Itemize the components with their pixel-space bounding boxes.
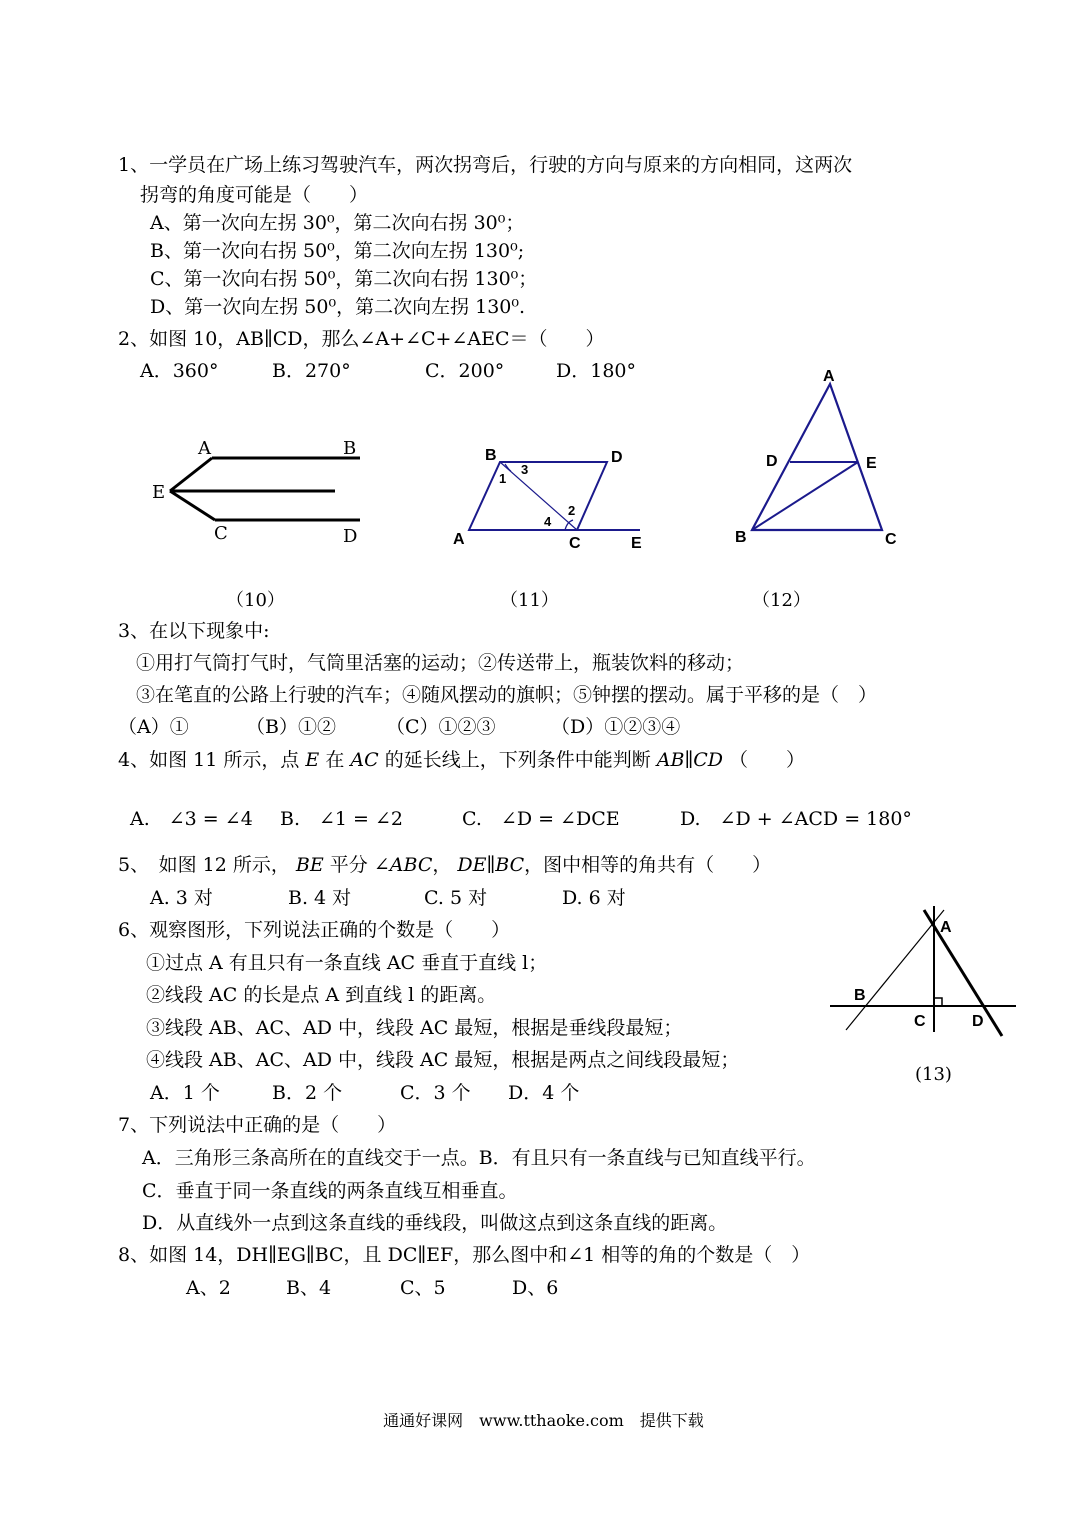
q1-stem-line2: 拐弯的角度可能是（ ）: [140, 184, 369, 206]
q4-stem-mid1: 在: [325, 749, 345, 771]
q1-option-d: D、第一次向左拐 50⁰，第二次向左拐 130⁰.: [150, 296, 526, 318]
q8-stem: 8、如图 14，DH∥EG∥BC，且 DC∥EF，那么图中和∠1 相等的角的个数是（ ）: [118, 1244, 811, 1266]
q2-option-c: C．200°: [425, 360, 505, 382]
q5-option-a: A. 3 对: [150, 887, 213, 909]
q5-stem-pre: 5、 如图 12 所示，: [118, 854, 290, 876]
q5-stem-mid1: 平分: [329, 854, 368, 876]
fig10-label-d: D: [343, 526, 358, 547]
fig12-label-e: E: [866, 455, 877, 472]
q8-option-b: B、4: [286, 1277, 332, 1299]
q5-stem-tail: ，图中相等的角共有（ ）: [524, 854, 772, 876]
q7-line2: C．垂直于同一条直线的两条直线互相垂直。: [142, 1180, 518, 1202]
q3-option-a: （A）①: [118, 716, 189, 738]
q4-option-d: D. ∠D + ∠ACD = 180°: [680, 808, 912, 830]
fig10-label-e: E: [152, 482, 166, 503]
q1-option-a: A、第一次向左拐 30⁰，第二次向右拐 30⁰；: [150, 212, 525, 234]
q6-stem: 6、观察图形，下列说法正确的个数是（ ）: [118, 919, 511, 941]
figure-11: [445, 440, 675, 560]
fig11-label-4: 4: [544, 514, 552, 529]
q4-point-e: E: [305, 749, 320, 771]
q7-stem: 7、下列说法中正确的是（ ）: [118, 1114, 397, 1136]
q6-statement-1: ①过点 A 有且只有一条直线 AC 垂直于直线 l；: [146, 952, 548, 974]
q5-de-parallel-bc: DE∥BC: [457, 854, 525, 876]
q4-option-b: B. ∠1 = ∠2: [280, 808, 404, 830]
q2-option-a: A．360°: [140, 360, 219, 382]
q1-stem-line1: 1、一学员在广场上练习驾驶汽车，两次拐弯后，行驶的方向与原来的方向相同，这两次: [118, 154, 853, 176]
q8-option-c: C、5: [400, 1277, 446, 1299]
fig12-label-a: A: [823, 368, 835, 385]
q3-option-c: （C）①②③: [386, 716, 496, 738]
fig11-label-3: 3: [521, 462, 529, 477]
q5-line-be: BE: [295, 854, 324, 876]
q5-option-d: D. 6 对: [562, 887, 626, 909]
q1-option-c: C、第一次向右拐 50⁰，第二次向右拐 130⁰；: [150, 268, 538, 290]
q4-stem-pre: 4、如图 11 所示，点: [118, 749, 300, 771]
fig13-label-a: A: [940, 919, 952, 936]
fig12-label-b: B: [735, 529, 747, 546]
q8-option-d: D、6: [512, 1277, 559, 1299]
q2-stem: 2、如图 10，AB∥CD，那么∠A+∠C+∠AEC＝（ ）: [118, 328, 605, 350]
q8-option-a: A、2: [186, 1277, 231, 1299]
figure-10: [140, 430, 380, 560]
fig11-label-c: C: [569, 535, 581, 552]
q4-option-c: C. ∠D = ∠DCE: [462, 808, 620, 830]
fig11-label-b: B: [485, 447, 497, 464]
q5-sep: ，: [432, 854, 452, 876]
q5-option-c: C. 5 对: [424, 887, 488, 909]
q4-paren: （ ）: [729, 749, 806, 771]
fig13-label-b: B: [854, 987, 866, 1004]
fig12-caption: （12）: [752, 590, 811, 611]
q7-line1: A．三角形三条高所在的直线交于一点。B．有且只有一条直线与已知直线平行。: [142, 1147, 816, 1169]
q6-option-b: B．2 个: [272, 1082, 343, 1104]
q2-option-b: B．270°: [272, 360, 351, 382]
figure-13: [826, 902, 1026, 1047]
q6-statement-4: ④线段 AB、AC、AD 中，线段 AC 最短，根据是两点之间线段最短；: [146, 1049, 740, 1071]
q2-option-d: D．180°: [556, 360, 636, 382]
fig11-label-2: 2: [568, 503, 576, 518]
fig11-label-1: 1: [499, 471, 507, 486]
fig10-caption: （10）: [226, 590, 285, 611]
q5-option-b: B. 4 对: [288, 887, 352, 909]
fig10-label-c: C: [214, 523, 228, 544]
fig11-label-d: D: [611, 449, 623, 466]
fig11-label-a: A: [453, 531, 465, 548]
fig11-caption: （11）: [500, 590, 559, 611]
q1-option-b: B、第一次向右拐 50⁰，第二次向左拐 130⁰;: [150, 240, 525, 262]
fig11-label-e: E: [631, 535, 642, 552]
q5-stem: [118, 852, 771, 878]
q3-line1: ①用打气筒打气时，气筒里活塞的运动；②传送带上，瓶装饮料的移动；: [136, 652, 745, 674]
q3-option-b: （B）①②: [246, 716, 336, 738]
q5-angle-abc: ∠ABC: [373, 854, 433, 876]
q6-option-d: D．4 个: [508, 1082, 580, 1104]
fig10-label-a: A: [198, 438, 211, 459]
q6-statement-2: ②线段 AC 的长是点 A 到直线 l 的距离。: [146, 984, 497, 1006]
page-footer: 通通好课网 www.tthaoke.com 提供下载: [383, 1411, 704, 1430]
fig10-label-b: B: [343, 438, 357, 459]
fig13-caption: (13): [915, 1064, 952, 1085]
q4-condition: AB∥CD: [656, 749, 723, 771]
fig12-label-c: C: [885, 531, 897, 548]
q7-line3: D．从直线外一点到这条直线的垂线段，叫做这点到这条直线的距离。: [142, 1212, 728, 1234]
q4-option-a: A. ∠3 = ∠4: [130, 808, 253, 830]
fig13-label-c: C: [914, 1013, 926, 1030]
fig13-label-d: D: [972, 1013, 984, 1030]
q3-line2: ③在笔直的公路上行驶的汽车；④随风摆动的旗帜；⑤钟摆的摆动。属于平移的是（ ）: [136, 684, 878, 706]
figure-12: [730, 362, 910, 552]
q6-option-a: A．1 个: [150, 1082, 220, 1104]
q4-line-ac: AC: [350, 749, 379, 771]
q6-statement-3: ③线段 AB、AC、AD 中，线段 AC 最短，根据是垂线段最短；: [146, 1017, 683, 1039]
q6-option-c: C．3 个: [400, 1082, 471, 1104]
q3-stem: 3、在以下现象中:: [118, 620, 270, 642]
q3-option-d: （D）①②③④: [551, 716, 681, 738]
q4-stem: [118, 747, 805, 773]
q4-stem-mid2: 的延长线上，下列条件中能判断: [384, 749, 651, 771]
fig12-label-d: D: [766, 453, 778, 470]
